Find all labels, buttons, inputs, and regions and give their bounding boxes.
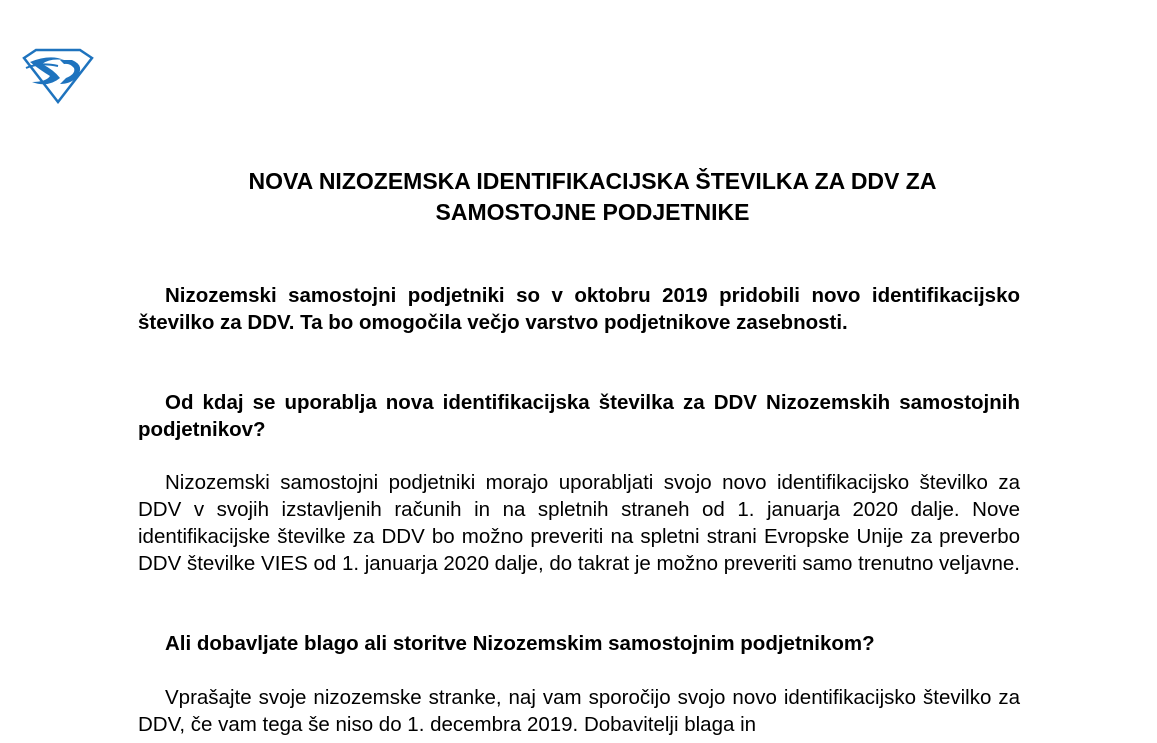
answer-paragraph-1: Nizozemski samostojni podjetniki morajo uporabljati svojo novo identifikacijsko številko za DDV v svojih izstavljenih računih in na spletnih straneh od 1. januarja 2020 dalje. Nove identifikacijske številke za DDV bo možno preveriti na spletni strani Evropske Unije za preverbo DDV številke VIES od 1. januarja 2020 dalje, do takrat je možno preveriti samo trenutno veljavne.: [138, 471, 1020, 575]
sd-logo-icon: [20, 48, 96, 104]
question-heading-1: Od kdaj se uporablja nova identifikacijska številka za DDV Nizozemskih samostojnih podjetnikov?: [138, 391, 1020, 441]
title-line-1: NOVA NIZOZEMSKA IDENTIFIKACIJSKA ŠTEVILKA ZA DDV ZA: [248, 168, 937, 194]
page-title: [100, 166, 1085, 228]
answer-paragraph-2: Vprašajte svoje nizozemske stranke, naj vam sporočijo svojo novo identifikacijsko številko za DDV, če vam tega še niso do 1. decembra 2019. Dobavitelji blaga in: [138, 686, 1020, 736]
title-line-2: SAMOSTOJNE PODJETNIKE: [435, 199, 750, 225]
intro-paragraph: Nizozemski samostojni podjetniki so v oktobru 2019 pridobili novo identifikacijsko številko za DDV. Ta bo omogočila večjo varstvo podjetnikove zasebnosti.: [138, 284, 1020, 334]
question-heading-2: Ali dobavljate blago ali storitve Nizozemskim samostojnim podjetnikom?: [165, 632, 875, 655]
company-logo: [20, 48, 96, 104]
